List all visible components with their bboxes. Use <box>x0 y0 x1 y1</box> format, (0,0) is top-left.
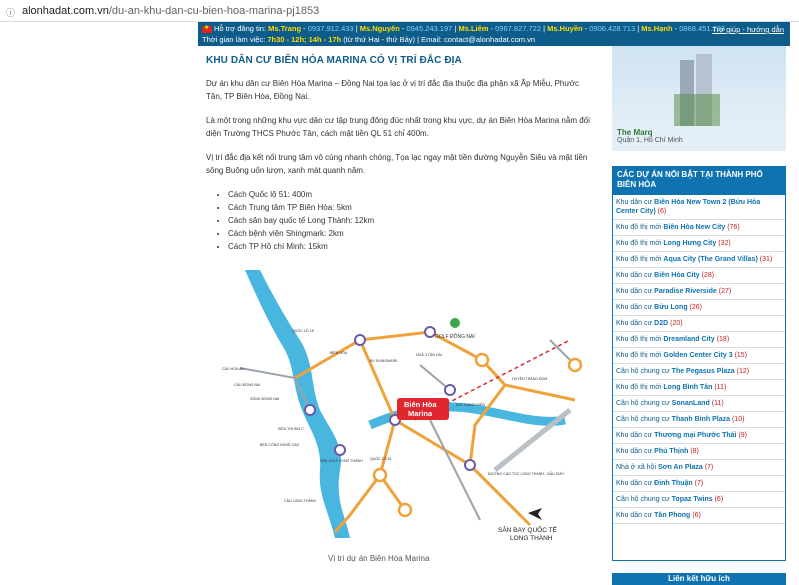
project-count: (31) <box>759 256 773 263</box>
project-link[interactable]: Đinh Thuận <box>654 480 693 487</box>
project-list-item[interactable] <box>613 460 785 476</box>
separator: | <box>353 24 360 33</box>
site-container <box>198 22 790 583</box>
project-count: (9) <box>738 432 747 439</box>
project-type: Khu dân cư <box>616 199 655 206</box>
project-link[interactable]: Thương mại Phước Thái <box>654 432 737 439</box>
project-type: Khu đô thị mới <box>616 384 664 391</box>
project-count: (32) <box>718 240 731 247</box>
project-count: (8) <box>690 448 699 455</box>
project-type: Khu dân cư <box>616 512 655 519</box>
useful-links-title: Liên kết hữu ích <box>612 573 786 585</box>
project-count: (18) <box>716 336 730 343</box>
project-count: (6) <box>714 496 724 503</box>
project-type: Nhà ở xã hội <box>616 464 658 471</box>
project-count: (6) <box>657 208 667 215</box>
project-link[interactable]: Aqua City (The Grand Villas) <box>663 256 758 263</box>
distance-item: • Cách TP Hồ chí Minh: 15km <box>228 240 595 253</box>
support-row: ★Hỗ trợ đăng tin: Ms.Trang - 0937.912.433 | Ms.Nguyên - 0945.243.197 | Ms.Liêm - 0967.827.722 | Ms.Huyền - 0906.428.713 | Ms.Hạnh - 0868.451.233 <box>202 23 786 34</box>
contact-phone: 0937.912.433 <box>307 24 354 33</box>
project-type: Khu đô thị mới <box>616 240 664 247</box>
contact-name: Ms.Liêm <box>458 24 489 33</box>
golf-icon <box>450 318 460 328</box>
email-value: | Email: contact@alonhadat.com.vn <box>417 35 536 44</box>
project-count: (11) <box>711 400 724 407</box>
separator: | <box>452 24 459 33</box>
river <box>245 270 350 538</box>
contact-name: Ms.Trang <box>268 24 302 33</box>
project-list-item[interactable] <box>613 348 785 364</box>
map-label: SÂN GOLF LONG THÀNH <box>320 459 363 463</box>
golf-label: GOLF ĐỒNG NAI <box>435 334 475 340</box>
hours-row <box>202 34 786 45</box>
project-list-item[interactable] <box>613 220 785 236</box>
project-count: (7) <box>694 480 704 487</box>
project-count: (76) <box>727 224 740 231</box>
project-list-item[interactable] <box>613 195 785 220</box>
poi-node <box>305 405 315 415</box>
sidebar <box>608 46 790 583</box>
project-link[interactable]: Long Bình Tân <box>663 384 713 391</box>
project-type: Khu dân cư <box>616 272 655 279</box>
map-label: HUYỆN TRẢNG BOM <box>512 377 548 381</box>
airport-line1: SÂN BAY QUỐC TẾ <box>498 527 557 534</box>
promo-label <box>612 126 786 151</box>
days-value: (từ thứ Hai - thứ Bảy) <box>343 35 415 44</box>
featured-projects-title: CÁC DỰ ÁN NỔI BẬT TẠI THÀNH PHỐ BIÊN HÒA <box>613 167 785 195</box>
project-count: (10) <box>731 416 745 423</box>
separator: | <box>541 24 548 33</box>
featured-projects-box <box>612 166 786 561</box>
poi-node <box>465 460 475 470</box>
contact-name: Ms.Nguyên <box>359 24 400 33</box>
map-label: QUỐC LỘ 51 <box>370 457 392 461</box>
project-link[interactable]: Topaz Twins <box>671 496 713 503</box>
project-link[interactable]: SonanLand <box>671 400 710 407</box>
hours-label: Thời gian làm việc: <box>202 35 266 44</box>
poi-node <box>445 385 455 395</box>
hours-value: 7h30 - 12h; 14h - 17h <box>267 35 342 44</box>
project-list-item[interactable] <box>613 284 785 300</box>
support-label: Hỗ trợ đăng tin: <box>214 24 267 33</box>
project-list-item[interactable] <box>613 380 785 396</box>
contact-name: Ms.Huyền <box>547 24 583 33</box>
project-count: (26) <box>689 304 703 311</box>
map-label: ĐƯỜNG CAO TỐC LONG THÀNH - DẦU GIÂY <box>488 472 565 476</box>
project-list-item[interactable] <box>613 508 785 524</box>
url-path: /du-an-khu-dan-cu-bien-hoa-marina-pj1853 <box>108 4 320 17</box>
project-type: Khu đô thị mới <box>616 352 664 359</box>
project-type: Căn hộ chung cư <box>616 368 672 375</box>
map-label: NGÃ 4 TÂN HẢI <box>416 353 442 357</box>
airport-line2: LONG THÀNH <box>510 535 553 542</box>
map-label: KDL GIANG ĐIỀN <box>456 403 486 407</box>
map-label: BV SHINGMARK <box>370 359 398 363</box>
project-type: Khu đô thị mới <box>616 224 664 231</box>
project-name-line2: Marina <box>408 409 433 418</box>
distance-list <box>228 188 595 253</box>
article-paragraph-3: Vị trí đắc địa kết nối trung tâm vô cùng nhanh chóng, Tọa lạc ngay mặt tiền đường Nguyễn Siêu và mặt tiền sông Buông uốn lượn, xanh mát quanh năm. <box>206 153 588 175</box>
project-link[interactable]: D2D <box>654 320 669 327</box>
poi-node <box>355 335 365 345</box>
project-count: (28) <box>701 272 715 279</box>
poi-node <box>425 327 435 337</box>
article-title: KHU DÂN CƯ BIÊN HÒA MARINA CÓ VỊ TRÍ ĐẮC ĐỊA <box>206 55 462 66</box>
project-type: Khu dân cư <box>616 448 655 455</box>
location-map <box>220 270 590 542</box>
map-label: SIÊU THỊ BIG C <box>278 427 304 431</box>
contact-phone: 0945.243.197 <box>406 24 453 33</box>
project-link[interactable]: Biên Hòa New Town 2 (Bửu Hòa Center City) <box>616 199 761 215</box>
distance-item: • Cách Trung tâm TP Biên Hòa: 5km <box>228 201 595 214</box>
project-list-item[interactable] <box>613 364 785 380</box>
project-list <box>613 195 785 524</box>
project-link[interactable]: Dreamland City <box>663 336 715 343</box>
junction-node <box>569 359 581 371</box>
project-link[interactable]: Phú Thịnh <box>654 448 689 455</box>
support-bar <box>198 22 790 46</box>
project-link[interactable]: Long Hưng City <box>663 240 717 247</box>
promo-banner[interactable] <box>612 46 786 151</box>
info-icon[interactable]: ⓘ <box>6 7 16 18</box>
distance-item: • Cách sân bay quốc tế Long Thành: 12km <box>228 214 595 227</box>
project-count: (6) <box>692 512 701 519</box>
contact-name: Ms.Hạnh <box>641 24 673 33</box>
project-link[interactable]: Sơn An Plaza <box>657 464 703 471</box>
map-label: SÔNG ĐỒNG NAI <box>250 397 280 401</box>
project-list-item[interactable] <box>613 332 785 348</box>
project-count: (15) <box>734 352 748 359</box>
url-domain: alonhadat.com.vn <box>22 4 109 17</box>
project-list-item[interactable] <box>613 268 785 284</box>
project-type: Khu dân cư <box>616 288 655 295</box>
map-label: CẦU LONG THÀNH <box>284 499 317 503</box>
project-type: Khu đô thị mới <box>616 336 664 343</box>
junction-node <box>374 469 386 481</box>
distance-item: • Cách bệnh viện Shingmark: 2km <box>228 227 595 240</box>
vietnam-flag-icon <box>202 26 212 33</box>
map-label: BIÊN HÒA <box>330 351 348 355</box>
contact-phone: 0967.827.722 <box>495 24 542 33</box>
project-type: Căn hộ chung cư <box>616 496 672 503</box>
project-list-item[interactable] <box>613 492 785 508</box>
project-list-item[interactable] <box>613 412 785 428</box>
map-label: QUỐC LỘ 1K <box>292 329 314 333</box>
help-link[interactable]: Trợ giúp - hướng dẫn <box>712 25 784 34</box>
project-link[interactable]: Paradise Riverside <box>654 288 717 295</box>
distance-item: • Cách Quốc lộ 51: 400m <box>228 188 595 201</box>
project-count: (7) <box>704 464 714 471</box>
project-type: Khu dân cư <box>616 320 655 327</box>
project-type: Khu đô thị mới <box>616 256 664 263</box>
airplane-icon <box>528 508 542 520</box>
project-link[interactable]: Golden Center City 3 <box>663 352 733 359</box>
building-image <box>672 54 722 130</box>
project-link[interactable]: Tân Phong <box>654 512 691 519</box>
map-label: CẦU ĐỒNG NAI <box>234 383 261 387</box>
article-paragraph-2: Là một trong những khu vực dân cư tập trung đông đúc nhất trong khu vực, dự án Biên Hòa Marina nằm đối diện Trường THCS Phước Tân, cách mặt tiền QL 51 chỉ 400m. <box>206 116 590 138</box>
project-type: Căn hộ chung cư <box>616 416 672 423</box>
article-paragraph-1: Dự án khu dân cư Biên Hòa Marina – Đồng Nai tọa lạc ở vị trí đắc địa thuộc địa phận xã Ấp Miễu, Phước Tân, TP Biên Hòa, Đồng Nai. <box>206 79 579 101</box>
project-count: (27) <box>718 288 732 295</box>
project-list-item[interactable] <box>613 476 785 492</box>
project-list-item[interactable] <box>613 252 785 268</box>
project-list-item[interactable] <box>613 300 785 316</box>
project-list-item[interactable] <box>613 428 785 444</box>
junction-node <box>476 354 488 366</box>
project-list-item[interactable] <box>613 236 785 252</box>
contact-phone: 0906.428.713 <box>589 24 636 33</box>
project-link[interactable]: The Pegasus Plaza <box>671 368 735 375</box>
project-count: (11) <box>714 384 727 391</box>
project-type: Căn hộ chung cư <box>616 400 672 407</box>
map-label: CẦU HÓA AN <box>222 367 244 371</box>
contact-phone: 0868.451.233 <box>679 24 726 33</box>
map-label: BẾN CÔNG NGHỆ CAO <box>260 443 300 447</box>
map-caption: Vị trí dự án Biên Hòa Marina <box>328 554 430 563</box>
project-type: Khu dân cư <box>616 480 655 487</box>
project-link[interactable]: Biên Hòa New City <box>663 224 726 231</box>
project-list-item[interactable] <box>613 316 785 332</box>
address-bar[interactable] <box>0 0 799 22</box>
promo-subtitle: Quận 1, Hồ Chí Minh <box>617 137 683 144</box>
project-list-item[interactable] <box>613 396 785 412</box>
project-link[interactable]: Biên Hòa City <box>654 272 700 279</box>
project-count: (20) <box>670 320 683 327</box>
project-type: Khu dân cư <box>616 304 655 311</box>
project-list-item[interactable] <box>613 444 785 460</box>
junction-node <box>399 504 411 516</box>
project-type: Khu dân cư <box>616 432 655 439</box>
project-link[interactable]: Thanh Bình Plaza <box>671 416 731 423</box>
project-name-line1: Biên Hòa <box>404 400 437 409</box>
separator: | <box>635 24 642 33</box>
promo-title[interactable]: The Marq <box>617 128 653 137</box>
poi-node <box>335 445 345 455</box>
project-link[interactable]: Bửu Long <box>654 304 688 311</box>
project-count: (12) <box>736 368 750 375</box>
